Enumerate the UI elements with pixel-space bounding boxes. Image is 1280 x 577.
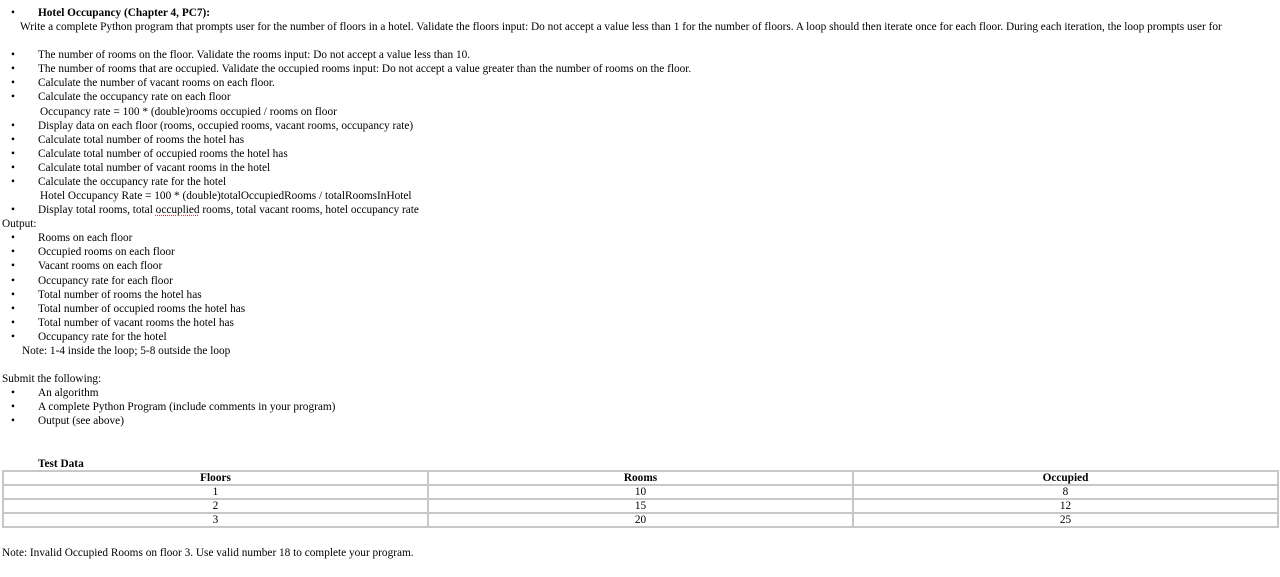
output-item: Total number of occupied rooms the hotel has — [38, 303, 246, 315]
bullet-marker: • — [11, 91, 15, 103]
table-cell: 8 — [853, 485, 1278, 499]
column-header-occupied: Occupied — [853, 471, 1278, 485]
bullet-marker: • — [11, 260, 15, 272]
test-data-table — [2, 470, 1279, 528]
text-segment: Display total rooms, total — [38, 204, 156, 216]
formula-hotel-occupancy: Hotel Occupancy Rate = 100 * (double)totalOccupiedRooms / totalRoomsInHotel — [40, 190, 412, 202]
bullet-marker: • — [11, 148, 15, 160]
bullet-marker: • — [11, 162, 15, 174]
table-cell: 25 — [853, 513, 1278, 527]
submit-item: Output (see above) — [38, 415, 124, 427]
table-cell: 15 — [428, 499, 853, 513]
text-segment: rooms, total vacant rooms, hotel occupancy rate — [199, 204, 419, 216]
output-note: Note: 1-4 inside the loop; 5-8 outside the loop — [22, 345, 231, 357]
bullet-marker: • — [11, 120, 15, 132]
requirement-item: Calculate total number of rooms the hotel has — [38, 134, 245, 146]
bullet-marker: • — [11, 246, 15, 258]
misspelled-word[interactable]: occuplied — [155, 204, 200, 216]
bullet-marker: • — [11, 401, 15, 413]
bullet-marker: • — [11, 204, 15, 216]
table-cell: 20 — [428, 513, 853, 527]
bullet-marker: • — [11, 331, 15, 343]
bullet-marker: • — [11, 49, 15, 61]
bullet-marker: • — [11, 415, 15, 427]
requirement-item: The number of rooms that are occupied. Validate the occupied rooms input: Do not accept a value greater than the number of rooms on the floor. — [38, 63, 692, 75]
bullet-marker: • — [11, 387, 15, 399]
final-note: Note: Invalid Occupied Rooms on floor 3. Use valid number 18 to complete your program. — [2, 547, 414, 559]
requirement-item: Calculate total number of occupied rooms the hotel has — [38, 148, 288, 160]
table-cell: 2 — [3, 499, 428, 513]
bullet-marker: • — [11, 134, 15, 146]
table-row — [3, 485, 1278, 499]
output-item: Total number of vacant rooms the hotel has — [38, 317, 234, 329]
requirement-item: The number of rooms on the floor. Validate the rooms input: Do not accept a value less than 10. — [38, 49, 471, 61]
output-item: Occupied rooms on each floor — [38, 246, 175, 258]
table-row — [3, 513, 1278, 527]
submit-item: A complete Python Program (include comments in your program) — [38, 401, 336, 413]
output-item: Occupancy rate for each floor — [38, 275, 173, 287]
column-header-rooms: Rooms — [428, 471, 853, 485]
bullet-marker: • — [11, 289, 15, 301]
table-cell: 3 — [3, 513, 428, 527]
bullet-marker: • — [11, 303, 15, 315]
test-data-caption: Test Data — [38, 458, 84, 470]
table-header-row — [3, 471, 1278, 485]
submit-item: An algorithm — [38, 387, 99, 399]
output-heading: Output: — [2, 218, 37, 230]
requirement-item: Calculate the occupancy rate for the hotel — [38, 176, 227, 188]
output-item: Vacant rooms on each floor — [38, 260, 163, 272]
requirement-item: Calculate the number of vacant rooms on each floor. — [38, 77, 275, 89]
submit-heading: Submit the following: — [2, 373, 102, 385]
requirement-item: Calculate total number of vacant rooms in the hotel — [38, 162, 271, 174]
bullet-marker: • — [11, 317, 15, 329]
table-cell: 12 — [853, 499, 1278, 513]
bullet-marker: • — [11, 176, 15, 188]
requirement-item-display-totals — [38, 203, 419, 217]
requirement-item: Display data on each floor (rooms, occupied rooms, vacant rooms, occupancy rate) — [38, 120, 414, 132]
table-cell: 10 — [428, 485, 853, 499]
assignment-intro: Write a complete Python program that prompts user for the number of floors in a hotel. Validate the floors input: Do not accept a value less than 1 for the number of floors. A loop should then iterate once for each floor. During each iteration, the loop prompts user for — [20, 21, 1222, 33]
table-cell: 1 — [3, 485, 428, 499]
requirement-item: Calculate the occupancy rate on each floor — [38, 91, 231, 103]
table-row — [3, 499, 1278, 513]
bullet-marker: • — [11, 275, 15, 287]
output-item: Total number of rooms the hotel has — [38, 289, 202, 301]
bullet-marker: • — [11, 7, 15, 19]
column-header-floors: Floors — [3, 471, 428, 485]
bullet-marker: • — [11, 63, 15, 75]
bullet-marker: • — [11, 232, 15, 244]
output-item: Rooms on each floor — [38, 232, 133, 244]
output-item: Occupancy rate for the hotel — [38, 331, 167, 343]
assignment-title: Hotel Occupancy (Chapter 4, PC7): — [38, 7, 211, 19]
bullet-marker: • — [11, 77, 15, 89]
formula-floor-occupancy: Occupancy rate = 100 * (double)rooms occupied / rooms on floor — [40, 106, 337, 118]
